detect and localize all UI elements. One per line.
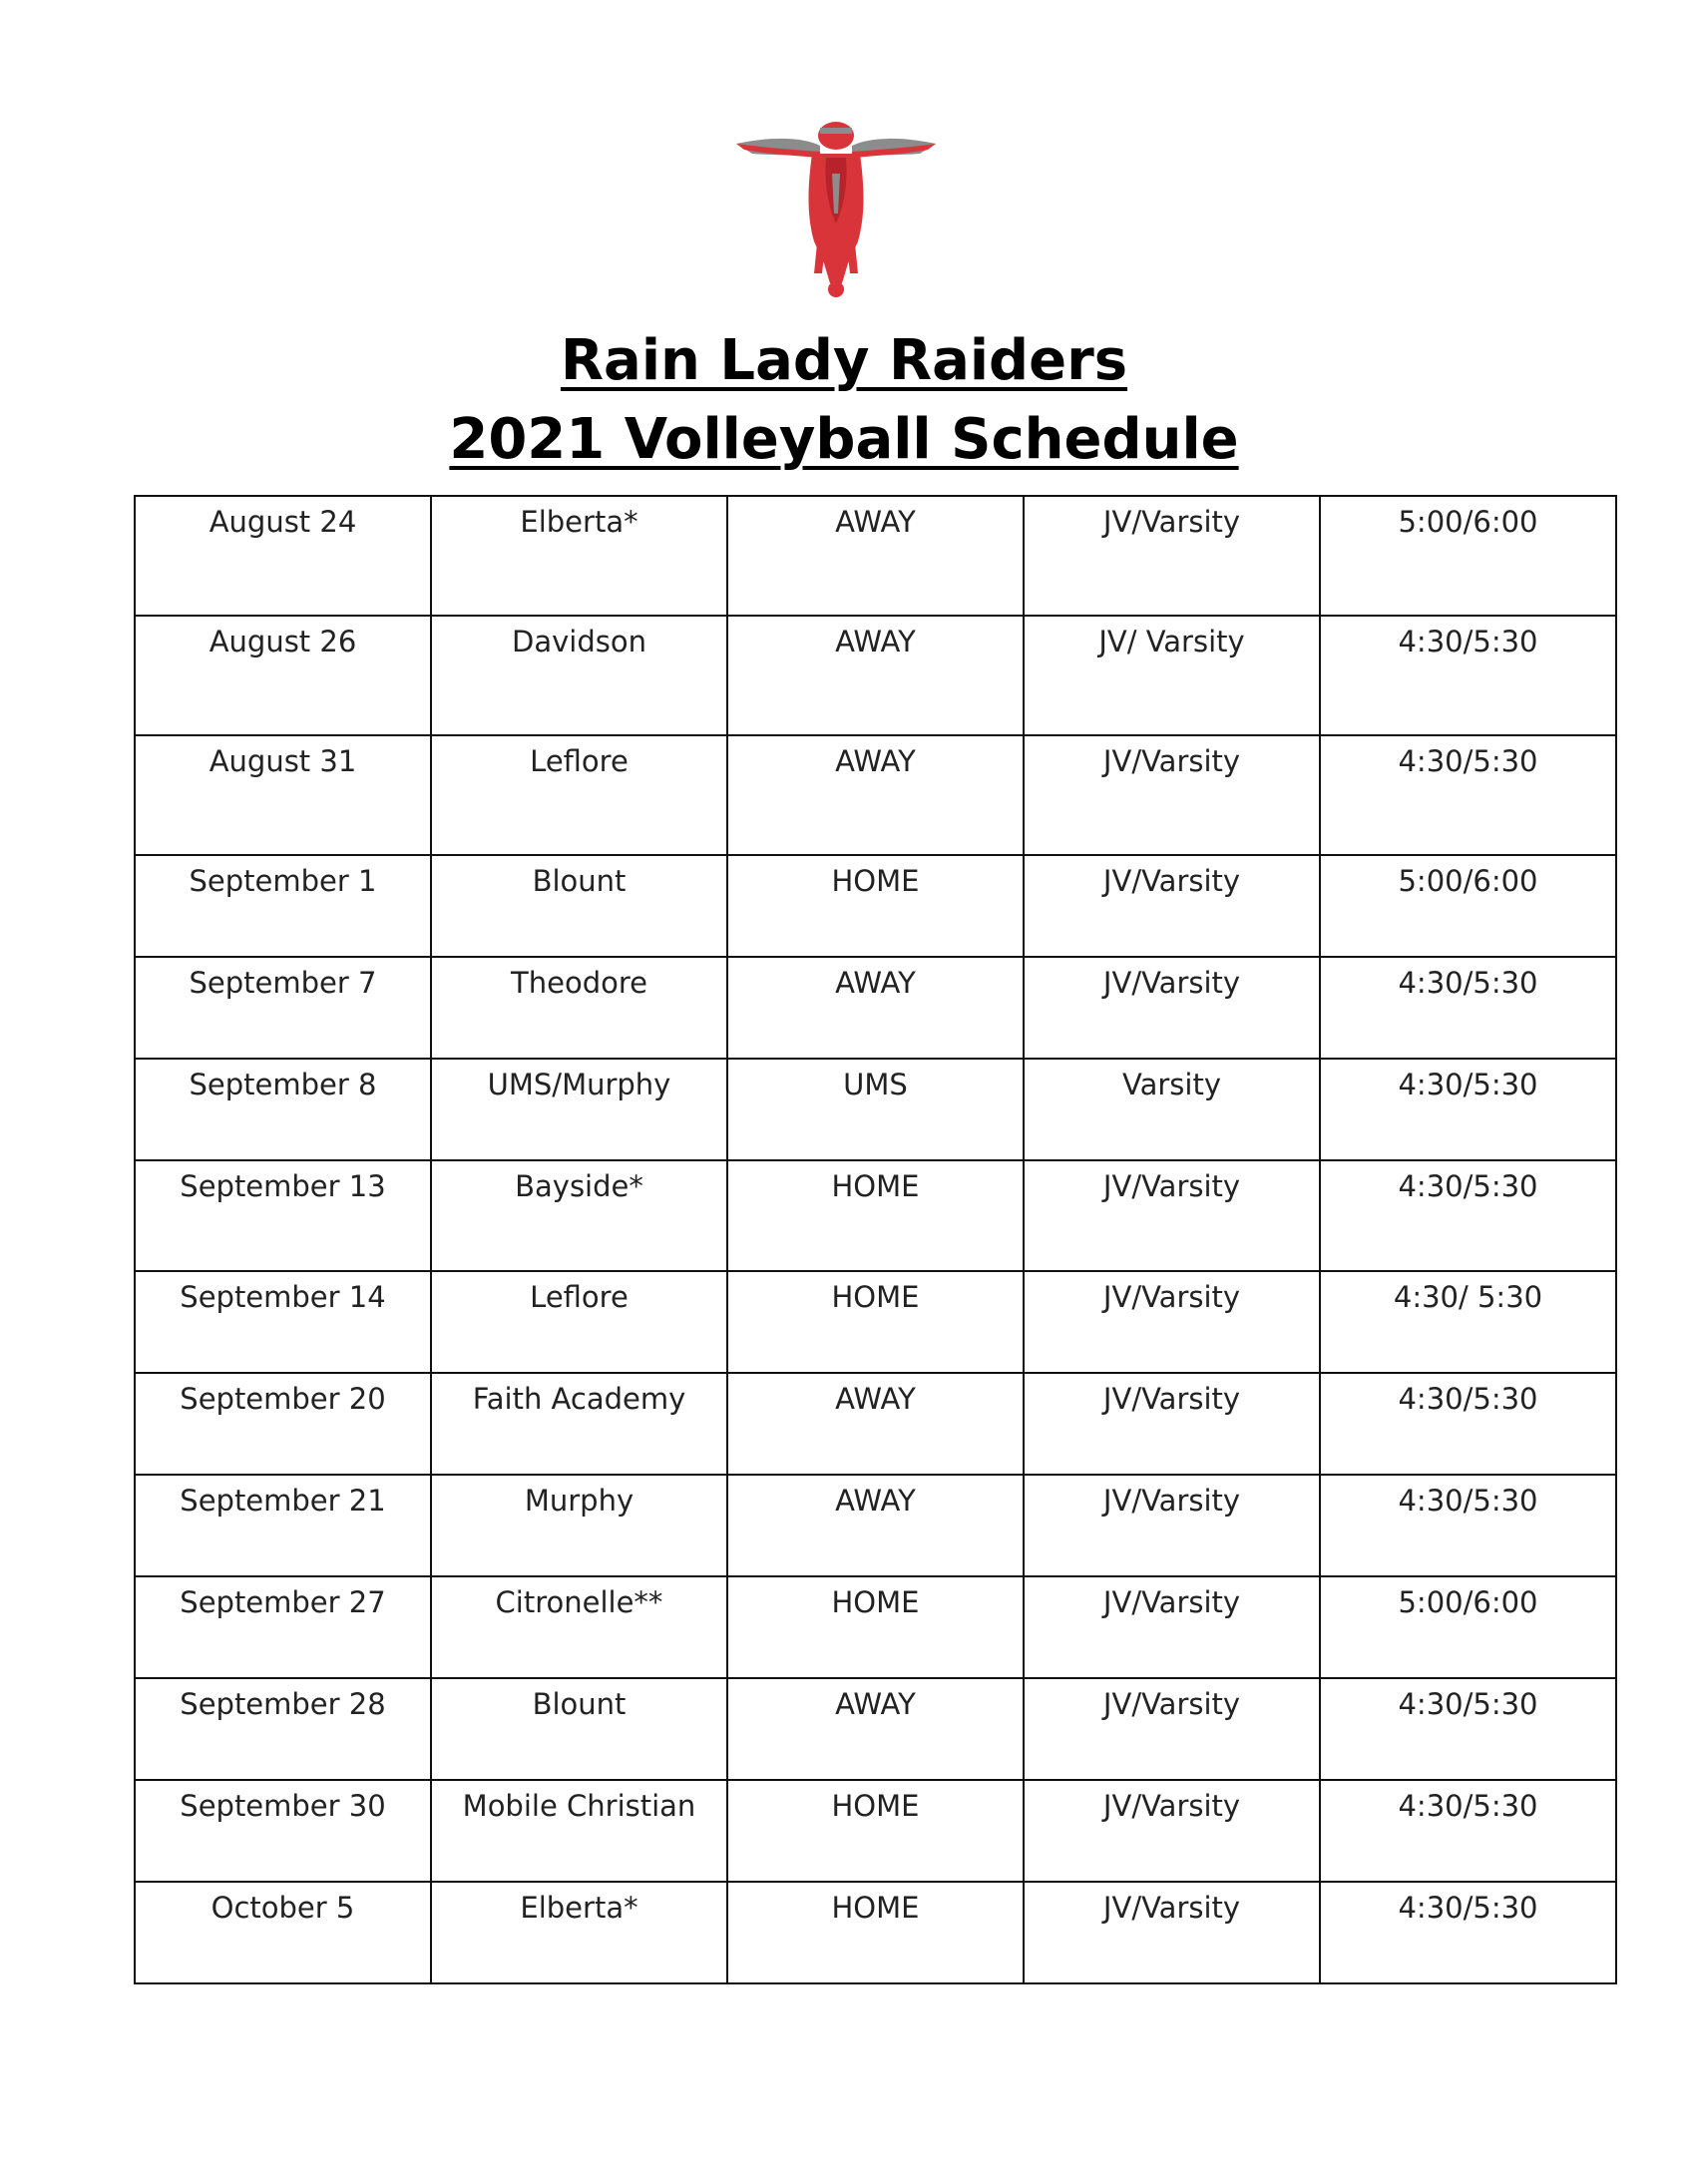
table-row (135, 1059, 1616, 1160)
date-cell: September 21 (135, 1475, 431, 1576)
level-cell: JV/ Varsity (1024, 616, 1320, 735)
date-cell: September 30 (135, 1780, 431, 1882)
time-cell: 4:30/5:30 (1320, 1059, 1616, 1160)
table-row (135, 1271, 1616, 1373)
date-cell: August 26 (135, 616, 431, 735)
time-cell: 5:00/6:00 (1320, 496, 1616, 616)
time-cell: 4:30/5:30 (1320, 957, 1616, 1059)
table-row (135, 855, 1616, 957)
table-row (135, 1160, 1616, 1271)
level-cell: JV/Varsity (1024, 1780, 1320, 1882)
level-cell: JV/Varsity (1024, 1882, 1320, 1983)
level-cell: JV/Varsity (1024, 1271, 1320, 1373)
date-cell: October 5 (135, 1882, 431, 1983)
time-cell: 5:00/6:00 (1320, 1576, 1616, 1678)
opponent-cell: Theodore (431, 957, 727, 1059)
level-cell: Varsity (1024, 1059, 1320, 1160)
location-cell: HOME (727, 1271, 1024, 1373)
location-cell: AWAY (727, 496, 1024, 616)
schedule-table (134, 495, 1617, 1984)
location-cell: AWAY (727, 957, 1024, 1059)
table-row (135, 957, 1616, 1059)
page-title: Rain Lady Raiders (560, 328, 1128, 393)
date-cell: August 31 (135, 735, 431, 855)
date-cell: September 28 (135, 1678, 431, 1780)
date-cell: September 14 (135, 1271, 431, 1373)
level-cell: JV/Varsity (1024, 855, 1320, 957)
table-row (135, 496, 1616, 616)
level-cell: JV/Varsity (1024, 1475, 1320, 1576)
level-cell: JV/Varsity (1024, 1160, 1320, 1271)
date-cell: September 8 (135, 1059, 431, 1160)
raider-horse-logo-icon (734, 114, 938, 299)
page-subtitle: 2021 Volleyball Schedule (449, 407, 1239, 472)
location-cell: HOME (727, 855, 1024, 957)
opponent-cell: Murphy (431, 1475, 727, 1576)
time-cell: 4:30/ 5:30 (1320, 1271, 1616, 1373)
table-row (135, 1475, 1616, 1576)
location-cell: AWAY (727, 616, 1024, 735)
opponent-cell: Elberta* (431, 1882, 727, 1983)
date-cell: September 1 (135, 855, 431, 957)
time-cell: 4:30/5:30 (1320, 1160, 1616, 1271)
level-cell: JV/Varsity (1024, 496, 1320, 616)
opponent-cell: Blount (431, 1678, 727, 1780)
level-cell: JV/Varsity (1024, 1576, 1320, 1678)
table-row (135, 616, 1616, 735)
table-row (135, 1780, 1616, 1882)
date-cell: September 27 (135, 1576, 431, 1678)
opponent-cell: Leflore (431, 735, 727, 855)
location-cell: HOME (727, 1780, 1024, 1882)
time-cell: 4:30/5:30 (1320, 735, 1616, 855)
location-cell: HOME (727, 1576, 1024, 1678)
opponent-cell: Davidson (431, 616, 727, 735)
table-row (135, 1882, 1616, 1983)
opponent-cell: Blount (431, 855, 727, 957)
table-row (135, 1576, 1616, 1678)
table-row (135, 735, 1616, 855)
time-cell: 4:30/5:30 (1320, 616, 1616, 735)
location-cell: HOME (727, 1882, 1024, 1983)
location-cell: AWAY (727, 1373, 1024, 1475)
time-cell: 4:30/5:30 (1320, 1475, 1616, 1576)
opponent-cell: Bayside* (431, 1160, 727, 1271)
time-cell: 4:30/5:30 (1320, 1373, 1616, 1475)
level-cell: JV/Varsity (1024, 735, 1320, 855)
date-cell: September 13 (135, 1160, 431, 1271)
location-cell: UMS (727, 1059, 1024, 1160)
time-cell: 4:30/5:30 (1320, 1678, 1616, 1780)
date-cell: August 24 (135, 496, 431, 616)
time-cell: 4:30/5:30 (1320, 1780, 1616, 1882)
location-cell: HOME (727, 1160, 1024, 1271)
table-row (135, 1373, 1616, 1475)
opponent-cell: Faith Academy (431, 1373, 727, 1475)
opponent-cell: Elberta* (431, 496, 727, 616)
date-cell: September 20 (135, 1373, 431, 1475)
level-cell: JV/Varsity (1024, 1678, 1320, 1780)
opponent-cell: Leflore (431, 1271, 727, 1373)
time-cell: 4:30/5:30 (1320, 1882, 1616, 1983)
level-cell: JV/Varsity (1024, 957, 1320, 1059)
opponent-cell: UMS/Murphy (431, 1059, 727, 1160)
location-cell: AWAY (727, 1678, 1024, 1780)
location-cell: AWAY (727, 735, 1024, 855)
location-cell: AWAY (727, 1475, 1024, 1576)
opponent-cell: Mobile Christian (431, 1780, 727, 1882)
level-cell: JV/Varsity (1024, 1373, 1320, 1475)
date-cell: September 7 (135, 957, 431, 1059)
opponent-cell: Citronelle** (431, 1576, 727, 1678)
table-row (135, 1678, 1616, 1780)
time-cell: 5:00/6:00 (1320, 855, 1616, 957)
